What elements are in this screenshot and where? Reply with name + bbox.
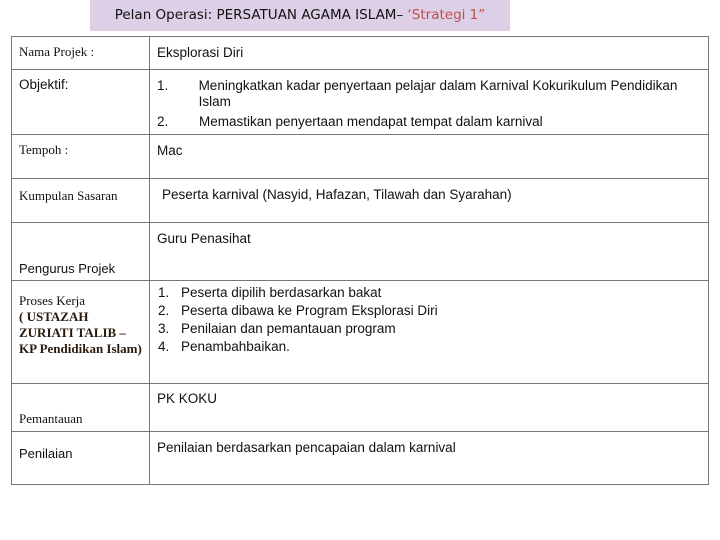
list-item-number: 2. bbox=[157, 114, 169, 129]
list-item-text: Peserta dibawa ke Program Eksplorasi Diri bbox=[181, 303, 438, 318]
value-nama-projek: Eksplorasi Diri bbox=[150, 37, 709, 70]
title-main-text: Pelan Operasi: PERSATUAN AGAMA ISLAM– bbox=[114, 7, 408, 23]
list-item bbox=[158, 338, 708, 356]
list-item-number: 4. bbox=[158, 339, 170, 354]
value-penilaian: Penilaian berdasarkan pencapaian dalam karnival bbox=[150, 432, 709, 485]
row-proses-kerja bbox=[12, 281, 709, 384]
row-tempoh bbox=[12, 135, 709, 179]
row-kumpulan-sasaran bbox=[12, 179, 709, 223]
list-item-text: Peserta dipilih berdasarkan bakat bbox=[181, 285, 382, 300]
row-pengurus-projek bbox=[12, 223, 709, 281]
list-item bbox=[158, 284, 708, 302]
title-accent-text: ‘Strategi 1” bbox=[407, 7, 486, 23]
value-tempoh: Mac bbox=[150, 135, 709, 179]
value-pengurus-projek: Guru Penasihat bbox=[150, 223, 709, 281]
label-tempoh: Tempoh : bbox=[12, 135, 150, 179]
list-item-text: Meningkatkan kadar penyertaan pelajar dalam Karnival Kokurikulum Pendidikan Islam bbox=[198, 78, 678, 109]
operation-plan-table bbox=[11, 36, 709, 485]
row-objektif bbox=[12, 70, 709, 135]
list-item-number: 1. bbox=[158, 285, 170, 300]
row-nama-projek bbox=[12, 37, 709, 70]
label-penilaian: Penilaian bbox=[12, 432, 150, 485]
list-item bbox=[158, 320, 708, 338]
list-item-text: Penilaian dan pemantauan program bbox=[181, 321, 396, 336]
process-list bbox=[158, 284, 708, 356]
list-item bbox=[157, 78, 708, 110]
label-pengurus-projek: Pengurus Projek bbox=[12, 223, 150, 281]
value-pemantauan: PK KOKU bbox=[150, 384, 709, 432]
list-item-number: 1. bbox=[157, 78, 169, 93]
value-proses-kerja bbox=[150, 281, 709, 384]
objective-list bbox=[157, 78, 708, 130]
row-pemantauan bbox=[12, 384, 709, 432]
value-objektif bbox=[150, 70, 709, 135]
label-objektif: Objektif: bbox=[12, 70, 150, 135]
label-kumpulan-sasaran: Kumpulan Sasaran bbox=[12, 179, 150, 223]
list-item bbox=[158, 302, 708, 320]
proses-kerja-title: Proses Kerja bbox=[19, 293, 86, 308]
list-item bbox=[157, 114, 708, 130]
proses-kerja-owner: ( USTAZAH ZURIATI TALIB – KP Pendidikan Islam) bbox=[19, 309, 142, 356]
list-item-number: 3. bbox=[158, 321, 170, 336]
label-proses-kerja bbox=[12, 281, 150, 384]
label-nama-projek: Nama Projek : bbox=[12, 37, 150, 70]
page-title bbox=[90, 0, 510, 31]
list-item-text: Memastikan penyertaan mendapat tempat dalam karnival bbox=[199, 114, 543, 129]
label-pemantauan: Pemantauan bbox=[12, 384, 150, 432]
value-kumpulan-sasaran: Peserta karnival (Nasyid, Hafazan, Tilawah dan Syarahan) bbox=[150, 179, 709, 223]
row-penilaian bbox=[12, 432, 709, 485]
list-item-number: 2. bbox=[158, 303, 170, 318]
list-item-text: Penambahbaikan. bbox=[181, 339, 290, 354]
